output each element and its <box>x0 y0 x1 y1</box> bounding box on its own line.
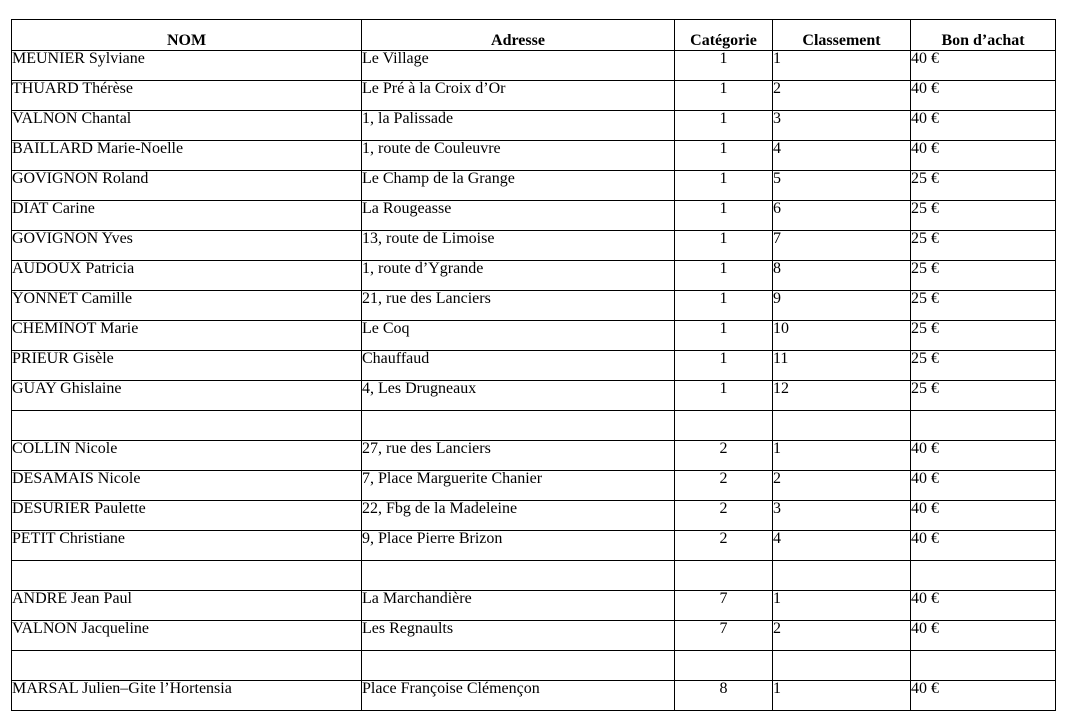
table-row <box>12 171 1056 201</box>
empty-cell <box>773 561 911 591</box>
cell-categorie: 1 <box>675 291 773 321</box>
empty-cell <box>911 411 1056 441</box>
cell-adresse: 1, route d’Ygrande <box>362 261 675 291</box>
table-row <box>12 471 1056 501</box>
cell-categorie: 1 <box>675 141 773 171</box>
cell-classement: 9 <box>773 291 911 321</box>
table-row <box>12 321 1056 351</box>
cell-categorie: 8 <box>675 681 773 711</box>
cell-classement: 7 <box>773 231 911 261</box>
cell-classement: 2 <box>773 471 911 501</box>
cell-adresse: 13, route de Limoise <box>362 231 675 261</box>
cell-bon-achat: 25 € <box>911 201 1056 231</box>
cell-adresse: Le Pré à la Croix d’Or <box>362 81 675 111</box>
cell-bon-achat: 40 € <box>911 531 1056 561</box>
cell-categorie: 1 <box>675 171 773 201</box>
empty-cell <box>362 411 675 441</box>
table-row <box>12 141 1056 171</box>
header-bon-achat: Bon d’achat <box>911 20 1056 51</box>
cell-categorie: 1 <box>675 201 773 231</box>
cell-adresse: 21, rue des Lanciers <box>362 291 675 321</box>
cell-categorie: 1 <box>675 321 773 351</box>
cell-classement: 2 <box>773 621 911 651</box>
cell-adresse: 22, Fbg de la Madeleine <box>362 501 675 531</box>
cell-bon-achat: 25 € <box>911 381 1056 411</box>
table-row <box>12 201 1056 231</box>
empty-cell <box>911 651 1056 681</box>
empty-cell <box>773 411 911 441</box>
empty-cell <box>362 651 675 681</box>
cell-classement: 12 <box>773 381 911 411</box>
empty-cell <box>12 561 362 591</box>
cell-nom: YONNET Camille <box>12 291 362 321</box>
header-classement: Classement <box>773 20 911 51</box>
cell-categorie: 1 <box>675 351 773 381</box>
cell-adresse: Chauffaud <box>362 351 675 381</box>
cell-bon-achat: 40 € <box>911 51 1056 81</box>
cell-classement: 1 <box>773 441 911 471</box>
cell-adresse: 9, Place Pierre Brizon <box>362 531 675 561</box>
cell-categorie: 1 <box>675 231 773 261</box>
cell-adresse: 27, rue des Lanciers <box>362 441 675 471</box>
cell-categorie: 1 <box>675 111 773 141</box>
cell-bon-achat: 40 € <box>911 81 1056 111</box>
table-row <box>12 51 1056 81</box>
cell-nom: GUAY Ghislaine <box>12 381 362 411</box>
cell-categorie: 7 <box>675 621 773 651</box>
empty-cell <box>12 651 362 681</box>
table-row <box>12 111 1056 141</box>
cell-bon-achat: 40 € <box>911 471 1056 501</box>
cell-adresse: Place Françoise Clémençon <box>362 681 675 711</box>
cell-nom: AUDOUX Patricia <box>12 261 362 291</box>
cell-nom: CHEMINOT Marie <box>12 321 362 351</box>
cell-classement: 8 <box>773 261 911 291</box>
cell-adresse: La Rougeasse <box>362 201 675 231</box>
cell-classement: 4 <box>773 531 911 561</box>
cell-classement: 1 <box>773 591 911 621</box>
cell-classement: 3 <box>773 111 911 141</box>
separator-row <box>12 411 1056 441</box>
table-body <box>12 51 1056 711</box>
table-row <box>12 381 1056 411</box>
cell-categorie: 2 <box>675 501 773 531</box>
cell-bon-achat: 40 € <box>911 591 1056 621</box>
cell-bon-achat: 40 € <box>911 621 1056 651</box>
empty-cell <box>911 561 1056 591</box>
cell-bon-achat: 25 € <box>911 351 1056 381</box>
cell-nom: THUARD Thérèse <box>12 81 362 111</box>
cell-classement: 10 <box>773 321 911 351</box>
cell-nom: COLLIN Nicole <box>12 441 362 471</box>
separator-row <box>12 651 1056 681</box>
cell-nom: MEUNIER Sylviane <box>12 51 362 81</box>
table-row <box>12 231 1056 261</box>
cell-nom: BAILLARD Marie-Noelle <box>12 141 362 171</box>
cell-categorie: 1 <box>675 81 773 111</box>
empty-cell <box>362 561 675 591</box>
cell-bon-achat: 25 € <box>911 291 1056 321</box>
cell-nom: PETIT Christiane <box>12 531 362 561</box>
cell-nom: ANDRE Jean Paul <box>12 591 362 621</box>
cell-classement: 2 <box>773 81 911 111</box>
cell-bon-achat: 40 € <box>911 681 1056 711</box>
cell-classement: 11 <box>773 351 911 381</box>
table-row <box>12 531 1056 561</box>
cell-nom: MARSAL Julien–Gite l’Hortensia <box>12 681 362 711</box>
header-categorie: Catégorie <box>675 20 773 51</box>
table-row <box>12 291 1056 321</box>
cell-adresse: 7, Place Marguerite Chanier <box>362 471 675 501</box>
cell-bon-achat: 25 € <box>911 231 1056 261</box>
table-row <box>12 441 1056 471</box>
empty-cell <box>675 411 773 441</box>
cell-classement: 6 <box>773 201 911 231</box>
cell-adresse: Le Champ de la Grange <box>362 171 675 201</box>
empty-cell <box>12 411 362 441</box>
cell-nom: DESAMAIS Nicole <box>12 471 362 501</box>
empty-cell <box>675 651 773 681</box>
cell-bon-achat: 40 € <box>911 441 1056 471</box>
table-row <box>12 501 1056 531</box>
cell-classement: 1 <box>773 51 911 81</box>
cell-adresse: La Marchandière <box>362 591 675 621</box>
empty-cell <box>675 561 773 591</box>
cell-adresse: Le Coq <box>362 321 675 351</box>
cell-bon-achat: 40 € <box>911 111 1056 141</box>
cell-nom: DESURIER Paulette <box>12 501 362 531</box>
cell-nom: PRIEUR Gisèle <box>12 351 362 381</box>
cell-adresse: 1, la Palissade <box>362 111 675 141</box>
cell-adresse: 4, Les Drugneaux <box>362 381 675 411</box>
cell-adresse: Les Regnaults <box>362 621 675 651</box>
table-row <box>12 591 1056 621</box>
table-row <box>12 351 1056 381</box>
empty-cell <box>773 651 911 681</box>
cell-classement: 3 <box>773 501 911 531</box>
cell-categorie: 7 <box>675 591 773 621</box>
cell-nom: DIAT Carine <box>12 201 362 231</box>
cell-categorie: 2 <box>675 471 773 501</box>
cell-classement: 4 <box>773 141 911 171</box>
cell-categorie: 2 <box>675 441 773 471</box>
cell-bon-achat: 25 € <box>911 261 1056 291</box>
cell-adresse: Le Village <box>362 51 675 81</box>
table-row <box>12 81 1056 111</box>
cell-nom: VALNON Jacqueline <box>12 621 362 651</box>
cell-bon-achat: 25 € <box>911 171 1056 201</box>
cell-nom: GOVIGNON Yves <box>12 231 362 261</box>
cell-classement: 5 <box>773 171 911 201</box>
cell-nom: GOVIGNON Roland <box>12 171 362 201</box>
cell-categorie: 2 <box>675 531 773 561</box>
header-nom: NOM <box>12 20 362 51</box>
separator-row <box>12 561 1056 591</box>
cell-nom: VALNON Chantal <box>12 111 362 141</box>
cell-bon-achat: 25 € <box>911 321 1056 351</box>
cell-classement: 1 <box>773 681 911 711</box>
cell-adresse: 1, route de Couleuvre <box>362 141 675 171</box>
table-row <box>12 681 1056 711</box>
cell-bon-achat: 40 € <box>911 141 1056 171</box>
results-table <box>11 19 1056 711</box>
cell-categorie: 1 <box>675 381 773 411</box>
header-adresse: Adresse <box>362 20 675 51</box>
header-row <box>12 20 1056 51</box>
cell-categorie: 1 <box>675 261 773 291</box>
cell-categorie: 1 <box>675 51 773 81</box>
table-row <box>12 621 1056 651</box>
cell-bon-achat: 40 € <box>911 501 1056 531</box>
table-row <box>12 261 1056 291</box>
